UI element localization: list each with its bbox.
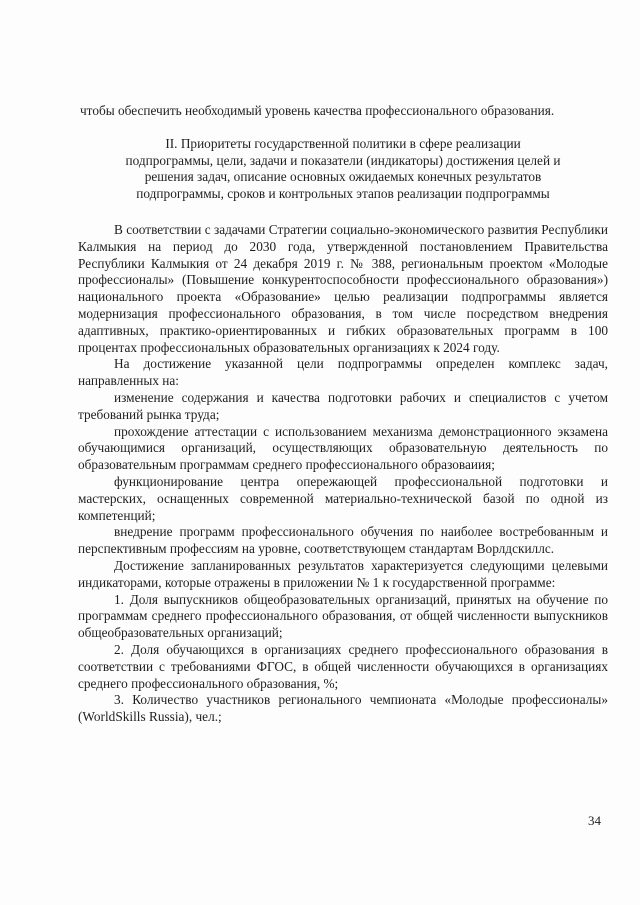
heading-line: подпрограммы, цели, задачи и показатели (индикаторы) достижения целей и (125, 152, 561, 168)
page-number: 34 (588, 813, 601, 828)
section-heading (78, 136, 608, 203)
lead-line: чтобы обеспечить необходимый уровень качества профессионального образования. (80, 103, 555, 118)
body-text (78, 222, 608, 726)
heading-line: решения задач, описание основных ожидаемых конечных результатов (144, 169, 542, 185)
paragraph-indicators-intro: Достижение запланированных результатов характеризуется следующими целевыми индикаторами, которые отражены в приложении № 1 к государственной программе: (78, 557, 608, 590)
paragraph-indicator-3: 3. Количество участников регионального чемпионата «Молодые профессионалы» (WorldSkills Russia), чел.; (78, 692, 608, 725)
paragraph-indicator-2: 2. Доля обучающихся в организациях среднего профессионального образования в соответствии с требованиями ФГОС, в общей численности обучающихся в организациях среднего профессионального образования, %; (78, 641, 608, 691)
paragraph-task-content: изменение содержания и качества подготовки рабочих и специалистов с учетом требований рынка труда; (78, 389, 608, 422)
paragraph-task-programs: внедрение программ профессионального обучения по наиболее востребованным и перспективным профессиям на уровне, соответствующем стандартам Ворлдскиллс. (78, 524, 608, 557)
paragraph-goal: В соответствии с задачами Стратегии социально-экономического развития Республики Калмыкия на период до 2030 года, утвержденной постановлением Правительства Республики Калмыкия от 24 декабря 2019 г. № 388, региональным проектом «Молодые профессионалы» (Повышение конкурентоспособности профессионального образования») национального проекта «Образование» целью реализации подпрограммы является модернизация профессионального образования, в том числе посредством внедрения адаптивных, практико-ориентированных и гибких образовательных программ в 100 процентах профессиональных образовательных организациях к 2024 году. (78, 221, 608, 355)
heading-line: II. Приоритеты государственной политики в сфере реализации (165, 135, 521, 151)
page-content (78, 103, 608, 726)
paragraph-task-center: функционирование центра опережающей профессиональной подготовки и мастерских, оснащенных современной материально-технической базой по одной из компетенций; (78, 473, 608, 523)
paragraph-task-attestation: прохождение аттестации с использованием механизма демонстрационного экзамена обучающимися организаций, осуществляющих образовательную деятельность по образовательным программам среднего профессионального образоваиия; (78, 423, 608, 473)
paragraph-indicator-1: 1. Доля выпускников общеобразовательных организаций, принятых на обучение по программам среднего профессионального образования, от общей численности выпускников общеобразовательных организаций; (78, 591, 608, 641)
paragraph-tasks-intro: На достижение указанной цели подпрограммы определен комплекс задач, направленных на: (78, 356, 608, 389)
heading-line: подпрограммы, сроков и контрольных этапов реализации подпрограммы (136, 186, 550, 202)
